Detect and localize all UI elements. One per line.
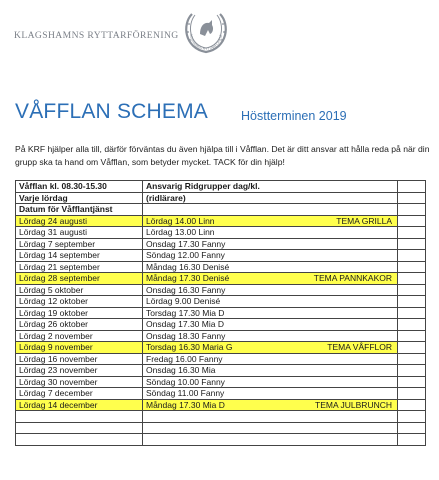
table-row (16, 250, 426, 262)
date-cell: Lördag 12 oktober (16, 296, 143, 308)
empty-cell (398, 434, 426, 446)
group-cell (143, 319, 398, 331)
date-cell: Lördag 24 augusti (16, 215, 143, 227)
empty-cell (16, 434, 143, 446)
group-cell (143, 215, 398, 227)
table-row (16, 399, 426, 411)
extra-cell (398, 376, 426, 388)
table-row (16, 227, 426, 239)
group-cell (143, 399, 398, 411)
empty-cell (398, 422, 426, 434)
header (12, 6, 432, 56)
extra-cell (398, 330, 426, 342)
table-row (16, 342, 426, 354)
group-label: Söndag 10.00 Fanny (146, 376, 225, 387)
date-cell: Lördag 23 november (16, 365, 143, 377)
extra-cell (398, 365, 426, 377)
group-cell (143, 330, 398, 342)
group-label: Fredag 16.00 Fanny (146, 353, 223, 364)
group-label: Torsdag 17.30 Mia D (146, 307, 225, 318)
horseshoe-logo-icon (180, 6, 232, 58)
group-cell (143, 284, 398, 296)
header-empty-cell (398, 181, 426, 193)
table-row (16, 238, 426, 250)
empty-cell (16, 422, 143, 434)
empty-table-row (16, 422, 426, 434)
intro-text: På KRF hjälper alla till, därför förväntas du även hjälpa till i Våfflan. Det är ditt ansvar att hålla reda på när din grupp ska ta hand om Våfflan, som betyder mycket. TACK för din hjälp! (15, 144, 430, 167)
table-row (16, 215, 426, 227)
col2-header-line2: (ridlärare) (143, 192, 398, 204)
extra-cell (398, 261, 426, 273)
date-cell: Lördag 16 november (16, 353, 143, 365)
group-label: Lördag 13.00 Linn (146, 227, 215, 237)
term-label: Höstterminen 2019 (241, 109, 347, 123)
table-header-row (16, 192, 426, 204)
date-subheader: Datum för Våfflantjänst (16, 204, 143, 216)
date-cell: Lördag 7 december (16, 388, 143, 400)
date-cell: Lördag 19 oktober (16, 307, 143, 319)
tema-label: TEMA VÅFFLOR (327, 342, 392, 352)
group-label: Onsdag 18.30 Fanny (146, 330, 226, 341)
table-header-row (16, 181, 426, 193)
table-row (16, 319, 426, 331)
empty-table-row (16, 411, 426, 423)
group-cell (143, 296, 398, 308)
date-cell: Lördag 28 september (16, 273, 143, 285)
extra-cell (398, 273, 426, 285)
group-label: Onsdag 17.30 Fanny (146, 238, 226, 249)
tema-label: TEMA PANNKAKOR (313, 273, 392, 283)
extra-cell (398, 284, 426, 296)
date-cell: Lördag 7 september (16, 238, 143, 250)
empty-cell (398, 411, 426, 423)
extra-cell (398, 296, 426, 308)
extra-cell (398, 353, 426, 365)
group-cell (143, 238, 398, 250)
group-cell (143, 353, 398, 365)
group-label: Onsdag 16.30 Fanny (146, 284, 226, 295)
table-row (16, 296, 426, 308)
group-cell (143, 307, 398, 319)
empty-table-row (16, 434, 426, 446)
col1-header-line2: Varje lördag (16, 192, 143, 204)
date-cell: Lördag 26 oktober (16, 319, 143, 331)
extra-cell (398, 215, 426, 227)
table-row (16, 365, 426, 377)
date-cell: Lördag 30 november (16, 376, 143, 388)
group-cell (143, 227, 398, 239)
date-cell: Lördag 5 oktober (16, 284, 143, 296)
col1-header-line1: Våfflan kl. 08.30-15.30 (16, 181, 143, 193)
group-cell (143, 342, 398, 354)
table-row (16, 284, 426, 296)
group-cell (143, 376, 398, 388)
empty-cell (143, 434, 398, 446)
date-cell: Lördag 14 december (16, 399, 143, 411)
group-label: Söndag 12.00 Fanny (146, 250, 225, 260)
subheader-empty-cell (143, 204, 398, 216)
tema-label: TEMA GRILLA (336, 215, 392, 226)
date-cell: Lördag 31 augusti (16, 227, 143, 239)
table-row (16, 376, 426, 388)
col2-header-line1: Ansvarig Ridgrupper dag/kl. (143, 181, 398, 193)
group-cell (143, 250, 398, 262)
date-cell: Lördag 9 november (16, 342, 143, 354)
extra-cell (398, 250, 426, 262)
extra-cell (398, 319, 426, 331)
group-label: Lördag 9.00 Denisé (146, 296, 221, 306)
empty-cell (143, 411, 398, 423)
extra-cell (398, 307, 426, 319)
logo-text: AGSHAMNS RYTTARFÖRENI (188, 33, 223, 52)
group-cell (143, 273, 398, 285)
group-label: Måndag 17.30 Mia D (146, 399, 225, 410)
org-name: KLAGSHAMNS RYTTARFÖRENING (14, 30, 179, 41)
table-row (16, 261, 426, 273)
group-label: Torsdag 16.30 Maria G (146, 342, 233, 352)
extra-cell (398, 388, 426, 400)
table-row (16, 307, 426, 319)
subheader-empty-cell (398, 204, 426, 216)
empty-cell (143, 422, 398, 434)
schedule-table (15, 180, 426, 446)
table-subheader-row (16, 204, 426, 216)
group-label: Måndag 16.30 Denisé (146, 261, 230, 272)
page-title: VÅFFLAN SCHEMA (15, 100, 208, 123)
empty-cell (16, 411, 143, 423)
extra-cell (398, 227, 426, 239)
group-cell (143, 388, 398, 400)
date-cell: Lördag 14 september (16, 250, 143, 262)
tema-label: TEMA JULBRUNCH (315, 399, 392, 410)
group-cell (143, 261, 398, 273)
extra-cell (398, 399, 426, 411)
group-label: Lördag 14.00 Linn (146, 215, 215, 226)
group-cell (143, 365, 398, 377)
group-label: Onsdag 16.30 Mia (146, 365, 216, 375)
date-cell: Lördag 2 november (16, 330, 143, 342)
table-row (16, 330, 426, 342)
group-label: Måndag 17.30 Denisé (146, 273, 230, 283)
date-cell: Lördag 21 september (16, 261, 143, 273)
table-row (16, 388, 426, 400)
header-empty-cell (398, 192, 426, 204)
group-label: Onsdag 17.30 Mia D (146, 319, 224, 329)
group-label: Söndag 11.00 Fanny (146, 388, 225, 398)
table-row (16, 273, 426, 285)
extra-cell (398, 238, 426, 250)
extra-cell (398, 342, 426, 354)
table-row (16, 353, 426, 365)
